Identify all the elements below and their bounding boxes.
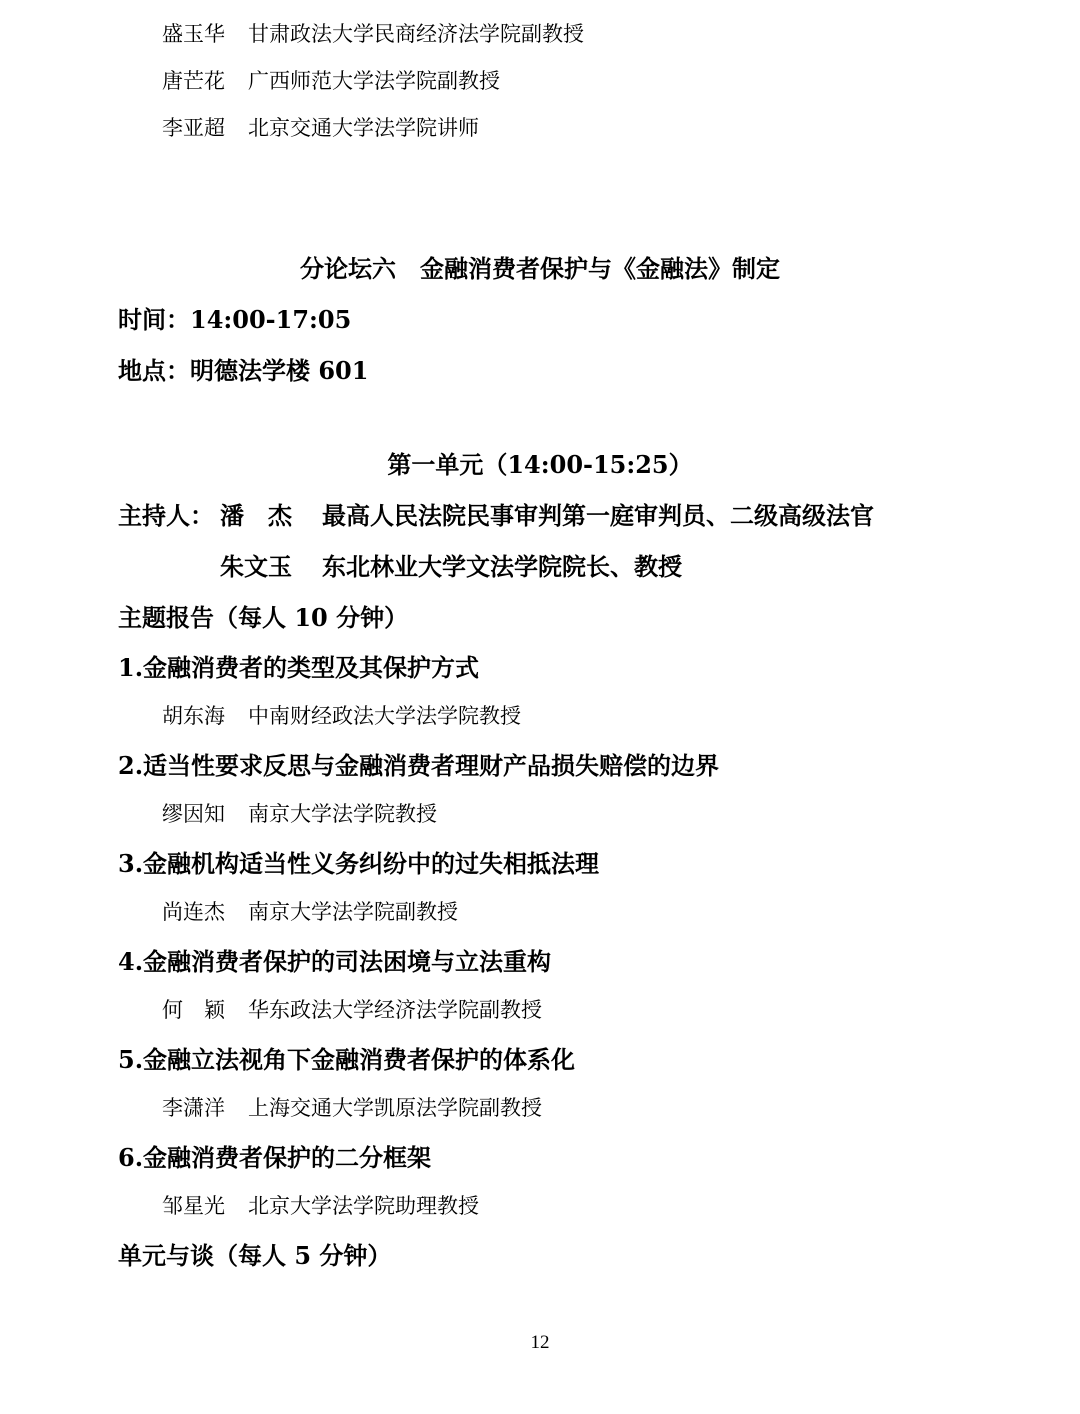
person-name: 李亚超	[162, 116, 225, 140]
person-row	[162, 24, 584, 45]
speaker-name: 李潇洋	[162, 1096, 225, 1120]
host-row	[118, 501, 874, 530]
report-speaker-row	[162, 902, 458, 923]
discussion-heading: 单元与谈（每人 5 分钟）	[118, 1241, 392, 1270]
host-row	[220, 552, 682, 581]
speaker-affiliation: 南京大学法学院副教授	[248, 900, 458, 924]
forum-title: 分论坛六 金融消费者保护与《金融法》制定	[300, 254, 780, 283]
speaker-affiliation: 南京大学法学院教授	[248, 802, 437, 826]
speaker-affiliation: 华东政法大学经济法学院副教授	[248, 998, 542, 1022]
host-name: 潘 杰	[220, 501, 292, 530]
report-speaker-row	[162, 706, 521, 727]
host-name: 朱文玉	[220, 552, 292, 581]
speaker-name: 邹星光	[162, 1194, 225, 1218]
report-speaker-row	[162, 1196, 479, 1217]
report-title: 1.金融消费者的类型及其保护方式	[118, 653, 480, 682]
forum-time: 时间：14:00-17:05	[118, 305, 352, 334]
person-name: 唐芒花	[162, 69, 225, 93]
forum-location: 地点：明德法学楼 601	[118, 356, 369, 385]
person-row	[162, 118, 479, 139]
host-affiliation: 最高人民法院民事审判第一庭审判员、二级高级法官	[322, 501, 874, 530]
person-affiliation: 北京交通大学法学院讲师	[248, 116, 479, 140]
report-title: 2.适当性要求反思与金融消费者理财产品损失赔偿的边界	[118, 751, 720, 780]
speaker-affiliation: 北京大学法学院助理教授	[248, 1194, 479, 1218]
person-row	[162, 71, 500, 92]
report-title: 3.金融机构适当性义务纠纷中的过失相抵法理	[118, 849, 600, 878]
speaker-name: 尚连杰	[162, 900, 225, 924]
report-title: 5.金融立法视角下金融消费者保护的体系化	[118, 1045, 576, 1074]
person-affiliation: 广西师范大学法学院副教授	[248, 69, 500, 93]
report-title: 6.金融消费者保护的二分框架	[118, 1143, 432, 1172]
person-name: 盛玉华	[162, 22, 225, 46]
reports-heading: 主题报告（每人 10 分钟）	[118, 603, 409, 632]
report-speaker-row	[162, 804, 437, 825]
unit-title: 第一单元（14:00-15:25）	[387, 450, 693, 479]
speaker-affiliation: 上海交通大学凯原法学院副教授	[248, 1096, 542, 1120]
speaker-name: 何 颖	[162, 998, 225, 1022]
host-affiliation: 东北林业大学文法学院院长、教授	[322, 552, 682, 581]
report-speaker-row	[162, 1098, 542, 1119]
host-label: 主持人：	[118, 501, 214, 530]
person-affiliation: 甘肃政法大学民商经济法学院副教授	[248, 22, 584, 46]
speaker-affiliation: 中南财经政法大学法学院教授	[248, 704, 521, 728]
speaker-name: 缪因知	[162, 802, 225, 826]
report-speaker-row	[162, 1000, 542, 1021]
report-title: 4.金融消费者保护的司法困境与立法重构	[118, 947, 552, 976]
speaker-name: 胡东海	[162, 704, 225, 728]
page-number: 12	[530, 1332, 550, 1353]
